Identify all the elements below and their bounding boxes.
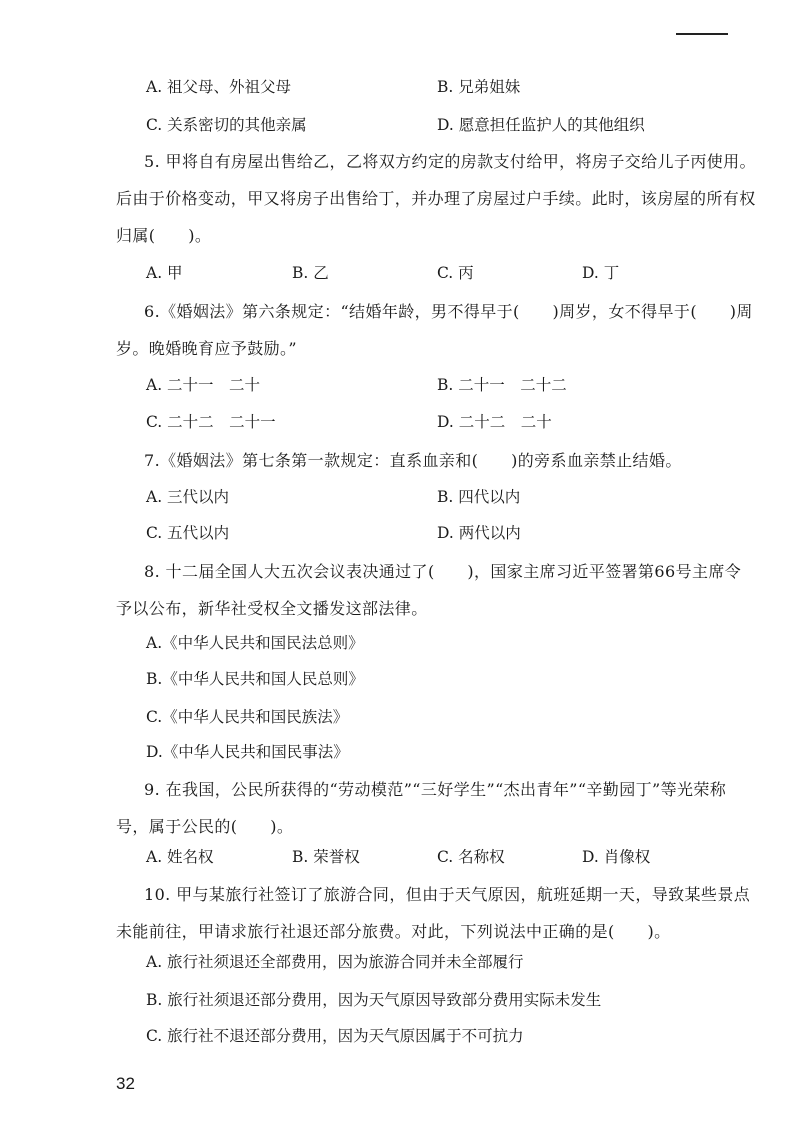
q4-option-b: B. 兄弟姐妹	[437, 78, 521, 96]
q6-option-b: B. 二十一 二十二	[437, 376, 567, 394]
q7-option-c: C. 五代以内	[146, 524, 230, 542]
q7-option-b: B. 四代以内	[437, 488, 521, 506]
q6-stem: 6.《婚姻法》第六条规定：“结婚年龄，男不得早于( )周岁，女不得早于( )周岁。晚婚晚育应予鼓励。”	[116, 302, 753, 358]
q9-option-a: A. 姓名权	[146, 848, 214, 866]
q7-option-d: D. 两代以内	[437, 524, 521, 542]
q8-option-d: D.《中华人民共和国民事法》	[146, 743, 349, 761]
q6-option-c: C. 二十二 二十一	[146, 413, 276, 431]
q5-option-b: B. 乙	[292, 264, 329, 282]
q10-option-c: C. 旅行社不退还部分费用，因为天气原因属于不可抗力	[146, 1027, 524, 1045]
q4-option-c: C. 关系密切的其他亲属	[146, 116, 307, 134]
top-rule	[676, 33, 728, 35]
q10-option-b: B. 旅行社须退还部分费用，因为天气原因导致部分费用实际未发生	[146, 991, 602, 1009]
page-number: 32	[116, 1074, 135, 1093]
q8-stem: 8. 十二届全国人大五次会议表决通过了( )，国家主席习近平签署第66号主席令予以公布，新华社受权全文播发这部法律。	[116, 562, 742, 618]
q9-option-b: B. 荣誉权	[292, 848, 360, 866]
q9-stem: 9. 在我国，公民所获得的“劳动模范”“三好学生”“杰出青年”“辛勤园丁”等光荣称号，属于公民的( )。	[116, 780, 727, 836]
q6-option-d: D. 二十二 二十	[437, 413, 552, 431]
q5-option-c: C. 丙	[437, 264, 474, 282]
q6-option-a: A. 二十一 二十	[146, 376, 261, 394]
q8-option-a: A.《中华人民共和国民法总则》	[146, 634, 364, 652]
q9-option-d: D. 肖像权	[582, 848, 651, 866]
q9-option-c: C. 名称权	[437, 848, 505, 866]
q8-option-b: B.《中华人民共和国人民总则》	[146, 670, 364, 688]
q5-option-d: D. 丁	[582, 264, 620, 282]
q4-option-d: D. 愿意担任监护人的其他组织	[437, 116, 645, 134]
q8-option-c: C.《中华人民共和国民族法》	[146, 708, 349, 726]
q5-option-a: A. 甲	[146, 264, 183, 282]
q7-option-a: A. 三代以内	[146, 488, 230, 506]
q5-stem: 5. 甲将自有房屋出售给乙，乙将双方约定的房款支付给甲，将房子交给儿子丙使用。后由于价格变动，甲又将房子出售给丁，并办理了房屋过户手续。此时，该房屋的所有权归属( )。	[116, 152, 756, 245]
q10-stem: 10. 甲与某旅行社签订了旅游合同，但由于天气原因，航班延期一天，导致某些景点未能前往，甲请求旅行社退还部分旅费。对此，下列说法中正确的是( )。	[116, 885, 751, 941]
q4-option-a: A. 祖父母、外祖父母	[146, 78, 292, 96]
q7-stem: 7.《婚姻法》第七条第一款规定：直系血亲和( )的旁系血亲禁止结婚。	[144, 451, 682, 470]
q10-option-a: A. 旅行社须退还全部费用，因为旅游合同并未全部履行	[146, 953, 524, 971]
